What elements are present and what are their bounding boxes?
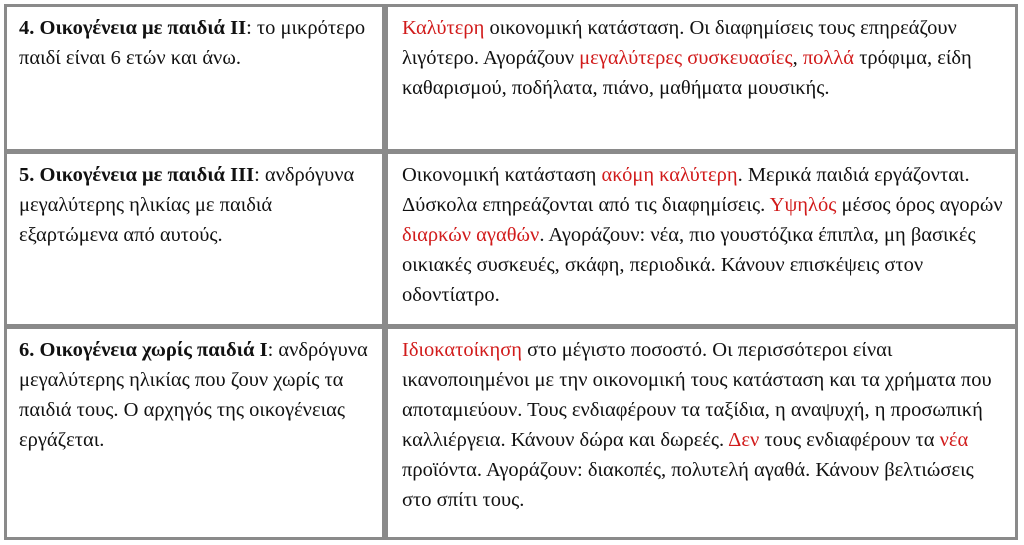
behavior-text: στο μέγιστο ποσοστό. Οι περισσότεροι είναι ικανοποιημένοι με την οικονομική τους κατάσταση και τα χρήματα που αποταμιεύουν. Τους ενδιαφέρουν τα ταξίδια, η αναψυχή, η προσωπική καλλιέργεια. Κάνουν δώρα και δωρεές. [402, 339, 992, 451]
stage-title: 4. Οικογένεια με παιδιά ΙΙ [19, 17, 247, 39]
behavior-text: , [792, 47, 803, 69]
stage-title: 5. Οικογένεια με παιδιά ΙΙΙ [19, 164, 255, 186]
behavior-text: Δεν [728, 429, 760, 451]
behavior-text: . Μερικά παιδιά εργάζονται. Δύσκολα επηρεάζονται από τις διαφημίσεις. [402, 164, 970, 216]
behavior-text: Οικονομική κατάσταση [402, 164, 602, 186]
behavior-text: Καλύτερη [402, 17, 485, 39]
behavior-text: μεγαλύτερες συσκευασίες [579, 47, 793, 69]
behavior-text: προϊόντα. Αγοράζουν: διακοπές, πολυτελή αγαθά. Κάνουν βελτιώσεις στο σπίτι τους. [402, 459, 974, 511]
stage-description-cell [7, 329, 382, 537]
stage-text: : ανδρόγυνα μεγαλύτερης ηλικίας με παιδιά εξαρτώμενα από αυτούς. [19, 164, 355, 246]
behavior-text: οικονομική κατάσταση. Οι διαφημίσεις τους επηρεάζουν λιγότερο. Αγοράζουν [402, 17, 957, 69]
behavior-description-cell [388, 329, 1015, 537]
stage-text: : ανδρόγυνα μεγαλύτερης ηλικίας που ζουν χωρίς τα παιδιά τους. Ο αρχηγός της οικογένειας εργάζεται. [19, 339, 368, 451]
stage-description-cell [7, 7, 382, 149]
behavior-text: τους ενδιαφέρουν τα [759, 429, 940, 451]
behavior-text: ακόμη καλύτερη [601, 164, 738, 186]
table-row [7, 7, 1015, 149]
behavior-text: διαρκών αγαθών [402, 224, 540, 246]
table-row [7, 329, 1015, 537]
family-lifecycle-table [4, 4, 1018, 540]
behavior-text: Υψηλός [769, 194, 837, 216]
behavior-text: πολλά [802, 47, 855, 69]
stage-title: 6. Οικογένεια χωρίς παιδιά Ι [19, 339, 268, 361]
stage-text: : το μικρότερο παιδί είναι 6 ετών και άνω. [19, 17, 366, 69]
behavior-description-cell [388, 154, 1015, 324]
table-row [7, 154, 1015, 324]
behavior-text: νέα [939, 429, 969, 451]
behavior-description-cell [388, 7, 1015, 149]
behavior-text: μέσος όρος αγορών [836, 194, 1003, 216]
behavior-text: . Αγοράζουν: νέα, πιο γουστόζικα έπιπλα, μη βασικές οικιακές συσκευές, σκάφη, περιοδικά. Κάνουν επισκέψεις στον οδοντίατρο. [402, 224, 976, 306]
behavior-text: Ιδιοκατοίκηση [402, 339, 522, 361]
behavior-text: τρόφιμα, είδη καθαρισμού, ποδήλατα, πιάνο, μαθήματα μουσικής. [402, 47, 972, 99]
stage-description-cell [7, 154, 382, 324]
